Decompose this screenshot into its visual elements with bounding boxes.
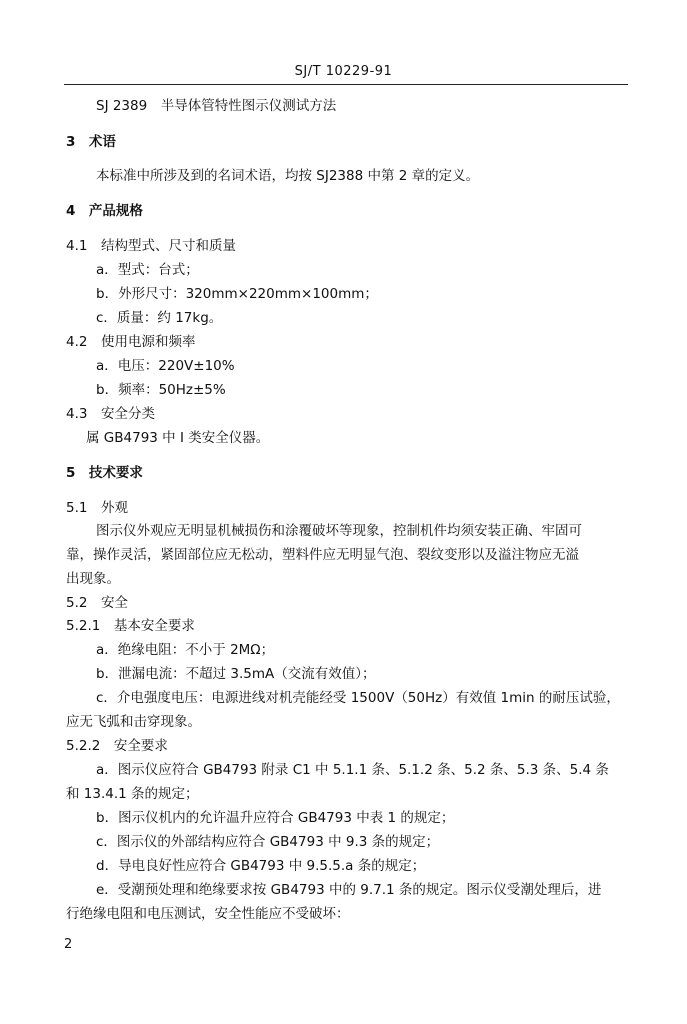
section-5-2-2-b: b．图示仪机内的允许温升应符合 GB4793 中表 1 的规定；: [96, 810, 455, 826]
section-4-1-c: c．质量：约 17kg。: [96, 310, 223, 326]
section-5-2-2-c: c．图示仪的外部结构应符合 GB4793 中 9.3 条的规定；: [96, 834, 440, 850]
section-4-heading: 4 产品规格: [66, 203, 143, 219]
section-5-2-1-a: a．绝缘电阻：不小于 2MΩ；: [96, 642, 275, 658]
section-5-2-1-b: b．泄漏电流：不超过 3.5mA（交流有效值）；: [96, 666, 376, 682]
section-5-2-2-a-line-2: 和 13.4.1 条的规定；: [66, 786, 199, 802]
section-4-2-heading: 4.2 使用电源和频率: [66, 334, 196, 350]
section-4-2-b: b．频率：50Hz±5%: [96, 382, 226, 398]
section-5-2-2-d: d．导电良好性应符合 GB4793 中 9.5.5.a 条的规定；: [96, 858, 426, 874]
section-4-3-body: 属 GB4793 中 I 类安全仪器。: [86, 430, 270, 446]
section-4-1-heading: 4.1 结构型式、尺寸和质量: [66, 238, 236, 254]
section-5-1-para-line-1: 图示仪外观应无明显机械损伤和涂覆破坏等现象，控制机件均须安装正确、牢固可: [96, 523, 582, 539]
section-5-2-heading: 5.2 安全: [66, 595, 128, 611]
section-5-1-para-line-3: 出现象。: [66, 571, 120, 587]
page-number: 2: [64, 937, 73, 952]
section-4-1-a: a．型式：台式；: [96, 262, 199, 278]
section-4-2-a: a．电压：220V±10%: [96, 358, 235, 374]
section-5-2-1-c-line-2: 应无飞弧和击穿现象。: [66, 714, 201, 730]
section-5-2-1-heading: 5.2.1 基本安全要求: [66, 618, 195, 634]
section-5-2-2-a-line-1: a．图示仪应符合 GB4793 附录 C1 中 5.1.1 条、5.1.2 条、5.2 条、5.3 条、5.4 条: [96, 762, 609, 778]
section-5-1-heading: 5.1 外观: [66, 500, 128, 516]
section-5-heading: 5 技术要求: [66, 465, 143, 481]
section-5-1-para-line-2: 靠，操作灵活，紧固部位应无松动，塑料件应无明显气泡、裂纹变形以及溢注物应无溢: [66, 547, 579, 563]
section-5-2-2-e-line-2: 行绝缘电阻和电压测试，安全性能应不受破坏：: [66, 906, 350, 922]
section-3-heading: 3 术语: [66, 134, 116, 150]
section-5-2-2-e-line-1: e．受潮预处理和绝缘要求按 GB4793 中的 9.7.1 条的规定。图示仪受潮处理后，进: [96, 882, 602, 898]
section-5-2-1-c-line-1: c．介电强度电压：电源进线对机壳能经受 1500V（50Hz）有效值 1min 的耐压试验，: [96, 690, 620, 706]
section-4-1-b: b．外形尺寸：320mm×220mm×100mm；: [96, 286, 378, 302]
section-5-2-2-heading: 5.2.2 安全要求: [66, 738, 168, 754]
header-rule: [64, 84, 628, 85]
reference-standard-line: SJ 2389 半导体管特性图示仪测试方法: [96, 98, 337, 114]
section-3-body: 本标准中所涉及到的名词术语，均按 SJ2388 中第 2 章的定义。: [96, 168, 480, 184]
standard-number-header: SJ/T 10229-91: [294, 64, 393, 79]
section-4-3-heading: 4.3 安全分类: [66, 406, 155, 422]
